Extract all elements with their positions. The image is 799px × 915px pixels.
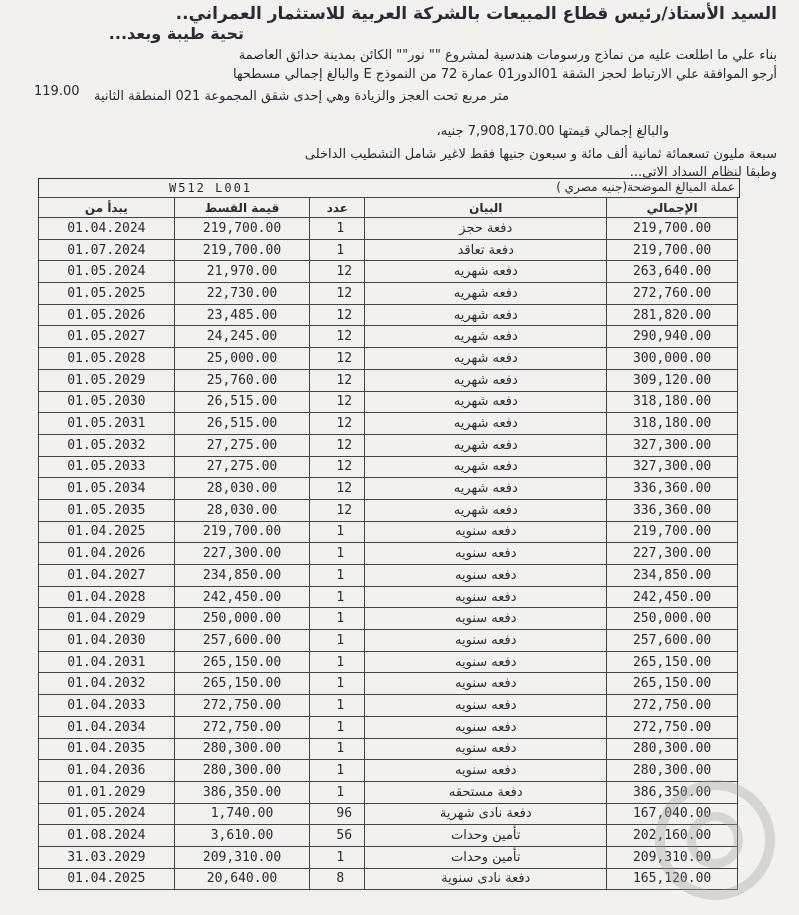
- cell-count: 12: [310, 261, 365, 283]
- cell-date: 01.05.2026: [39, 304, 175, 326]
- cell-total: 263,640.00: [607, 261, 738, 283]
- cell-count: 1: [310, 521, 365, 543]
- circle-logo-inner: [687, 812, 743, 868]
- header-total: الإجمالي: [607, 198, 738, 218]
- request-text: أرجو الموافقة علي الارتباط لحجز الشقة 01الدور01 عمارة 72 من النموذج E والبالغ إجمالي مسطحها: [232, 67, 777, 82]
- cell-date: 01.05.2035: [39, 499, 175, 521]
- table-row: [39, 608, 738, 630]
- cell-count: 1: [310, 543, 365, 565]
- cell-date: 01.05.2027: [39, 326, 175, 348]
- cell-date: 01.04.2032: [39, 673, 175, 695]
- table-row: [39, 868, 738, 890]
- cell-count: 1: [310, 651, 365, 673]
- table-row: [39, 478, 738, 500]
- table-row: [39, 825, 738, 847]
- cell-amount: 26,515.00: [174, 391, 310, 413]
- cell-total: 242,450.00: [607, 586, 738, 608]
- cell-desc: دفعه سنويه: [365, 673, 607, 695]
- cell-total: 386,350.00: [607, 781, 738, 803]
- cell-desc: تأمين وحدات: [365, 846, 607, 868]
- cell-total: 280,300.00: [607, 738, 738, 760]
- cell-date: 01.05.2033: [39, 456, 175, 478]
- cell-amount: 25,760.00: [174, 369, 310, 391]
- cell-date: 01.04.2036: [39, 760, 175, 782]
- cell-total: 219,700.00: [607, 521, 738, 543]
- cell-amount: 21,970.00: [174, 261, 310, 283]
- header-desc: البيان: [365, 198, 607, 218]
- cell-count: 12: [310, 348, 365, 370]
- cell-desc: دفعه سنويه: [365, 716, 607, 738]
- cell-date: 01.04.2034: [39, 716, 175, 738]
- cell-amount: 24,245.00: [174, 326, 310, 348]
- cell-date: 01.04.2028: [39, 586, 175, 608]
- cell-desc: دفعه شهريه: [365, 456, 607, 478]
- cell-amount: 28,030.00: [174, 499, 310, 521]
- cell-count: 12: [310, 478, 365, 500]
- table-row: [39, 283, 738, 305]
- cell-desc: دفعه سنويه: [365, 565, 607, 587]
- table-row: [39, 651, 738, 673]
- cell-amount: 25,000.00: [174, 348, 310, 370]
- table-row: [39, 456, 738, 478]
- cell-count: 1: [310, 608, 365, 630]
- cell-total: 281,820.00: [607, 304, 738, 326]
- payment-intro: وطبقا لنظام السداد الاتي...: [629, 165, 777, 180]
- cell-count: 12: [310, 283, 365, 305]
- circle-logo-icon: [655, 780, 775, 900]
- cell-amount: 3,610.00: [174, 825, 310, 847]
- table-row: [39, 434, 738, 456]
- cell-total: 272,760.00: [607, 283, 738, 305]
- cell-total: 219,700.00: [607, 239, 738, 261]
- table-row: [39, 521, 738, 543]
- salutation: السيد الأستاذ/رئيس قطاع المبيعات بالشركة العربية للاستثمار العمراني..: [175, 4, 777, 24]
- cell-desc: دفعه شهريه: [365, 326, 607, 348]
- cell-count: 12: [310, 369, 365, 391]
- cell-amount: 209,310.00: [174, 846, 310, 868]
- cell-total: 280,300.00: [607, 760, 738, 782]
- cell-count: 1: [310, 760, 365, 782]
- cell-total: 272,750.00: [607, 695, 738, 717]
- cell-amount: 242,450.00: [174, 586, 310, 608]
- cell-desc: دفعه سنويه: [365, 608, 607, 630]
- total-words: سبعة مليون تسعمائة ثمانية ألف مائة و سبعون جنيها فقط لاغير شامل التشطيب الداخلى: [304, 147, 777, 162]
- cell-amount: 20,640.00: [174, 868, 310, 890]
- cell-date: 01.05.2029: [39, 369, 175, 391]
- cell-amount: 280,300.00: [174, 760, 310, 782]
- cell-desc: دفعة نادى شهرية: [365, 803, 607, 825]
- cell-desc: دفعه شهريه: [365, 478, 607, 500]
- cell-amount: 386,350.00: [174, 781, 310, 803]
- cell-date: 01.04.2029: [39, 608, 175, 630]
- cell-count: 1: [310, 781, 365, 803]
- cell-total: 327,300.00: [607, 456, 738, 478]
- table-row: [39, 543, 738, 565]
- cell-amount: 22,730.00: [174, 283, 310, 305]
- cell-total: 227,300.00: [607, 543, 738, 565]
- table-row: [39, 565, 738, 587]
- cell-desc: دفعه شهريه: [365, 413, 607, 435]
- cell-total: 336,360.00: [607, 478, 738, 500]
- cell-count: 1: [310, 846, 365, 868]
- cell-date: 01.05.2030: [39, 391, 175, 413]
- cell-amount: 1,740.00: [174, 803, 310, 825]
- table-row: [39, 716, 738, 738]
- cell-total: 300,000.00: [607, 348, 738, 370]
- cell-date: 01.01.2029: [39, 781, 175, 803]
- cell-total: 202,160.00: [607, 825, 738, 847]
- currency-note: عملة المبالغ الموضحة(جنيه مصري ): [556, 180, 735, 194]
- cell-count: 1: [310, 630, 365, 652]
- cell-date: 01.05.2025: [39, 283, 175, 305]
- cell-count: 1: [310, 218, 365, 240]
- cell-amount: 219,700.00: [174, 239, 310, 261]
- cell-date: 01.04.2026: [39, 543, 175, 565]
- cell-count: 12: [310, 413, 365, 435]
- cell-desc: دفعه سنويه: [365, 695, 607, 717]
- cell-date: 01.05.2031: [39, 413, 175, 435]
- reference-code: W512 L001: [169, 181, 253, 195]
- table-body: [39, 218, 738, 890]
- cell-total: 290,940.00: [607, 326, 738, 348]
- cell-count: 56: [310, 825, 365, 847]
- table-row: [39, 413, 738, 435]
- cell-total: 318,180.00: [607, 413, 738, 435]
- cell-desc: دفعه شهريه: [365, 434, 607, 456]
- cell-total: 318,180.00: [607, 391, 738, 413]
- cell-count: 12: [310, 499, 365, 521]
- cell-amount: 23,485.00: [174, 304, 310, 326]
- cell-date: 01.04.2027: [39, 565, 175, 587]
- table-row: [39, 239, 738, 261]
- cell-date: 01.05.2028: [39, 348, 175, 370]
- cell-count: 1: [310, 586, 365, 608]
- cell-count: 1: [310, 695, 365, 717]
- cell-desc: دفعة حجز: [365, 218, 607, 240]
- area-text: متر مربع تحت العجز والزيادة وهي إحدى شقق المجموعة 021 المنطقة الثانية: [94, 89, 509, 104]
- cell-amount: 227,300.00: [174, 543, 310, 565]
- cell-total: 165,120.00: [607, 868, 738, 890]
- cell-total: 219,700.00: [607, 218, 738, 240]
- cell-date: 01.04.2024: [39, 218, 175, 240]
- table-row: [39, 586, 738, 608]
- cell-amount: 272,750.00: [174, 716, 310, 738]
- cell-desc: دفعه شهريه: [365, 304, 607, 326]
- cell-desc: دفعة تعاقد: [365, 239, 607, 261]
- cell-count: 1: [310, 239, 365, 261]
- cell-date: 01.05.2034: [39, 478, 175, 500]
- table-row: [39, 369, 738, 391]
- reference-box: [38, 178, 740, 198]
- cell-total: 167,040.00: [607, 803, 738, 825]
- header-amount: قيمة القسط: [174, 198, 310, 218]
- cell-amount: 272,750.00: [174, 695, 310, 717]
- cell-desc: دفعه شهريه: [365, 391, 607, 413]
- table-row: [39, 695, 738, 717]
- header-count: عدد: [310, 198, 365, 218]
- cell-amount: 27,275.00: [174, 434, 310, 456]
- cell-total: 234,850.00: [607, 565, 738, 587]
- area-value: 119.00: [34, 84, 80, 99]
- header-date: يبدأ من: [39, 198, 175, 218]
- table-row: [39, 781, 738, 803]
- cell-desc: دفعه سنويه: [365, 738, 607, 760]
- cell-date: 01.04.2031: [39, 651, 175, 673]
- table-row: [39, 261, 738, 283]
- table-row: [39, 218, 738, 240]
- cell-amount: 265,150.00: [174, 651, 310, 673]
- cell-amount: 265,150.00: [174, 673, 310, 695]
- cell-count: 1: [310, 738, 365, 760]
- cell-amount: 234,850.00: [174, 565, 310, 587]
- cell-desc: دفعه شهريه: [365, 369, 607, 391]
- cell-desc: دفعه سنويه: [365, 521, 607, 543]
- cell-amount: 27,275.00: [174, 456, 310, 478]
- cell-total: 265,150.00: [607, 673, 738, 695]
- cell-desc: دفعه شهريه: [365, 261, 607, 283]
- cell-desc: دفعه شهريه: [365, 348, 607, 370]
- cell-total: 272,750.00: [607, 716, 738, 738]
- cell-desc: دفعه شهريه: [365, 283, 607, 305]
- cell-total: 309,120.00: [607, 369, 738, 391]
- payment-schedule-table: [38, 197, 738, 890]
- cell-date: 31.03.2029: [39, 846, 175, 868]
- cell-count: 12: [310, 326, 365, 348]
- cell-total: 250,000.00: [607, 608, 738, 630]
- cell-count: 1: [310, 716, 365, 738]
- cell-desc: دفعة مستحقه: [365, 781, 607, 803]
- cell-date: 01.05.2032: [39, 434, 175, 456]
- table-row: [39, 326, 738, 348]
- cell-total: 209,310.00: [607, 846, 738, 868]
- table-header-row: [39, 198, 738, 218]
- cell-date: 01.04.2035: [39, 738, 175, 760]
- cell-date: 01.04.2030: [39, 630, 175, 652]
- cell-count: 96: [310, 803, 365, 825]
- cell-amount: 219,700.00: [174, 218, 310, 240]
- cell-amount: 28,030.00: [174, 478, 310, 500]
- cell-amount: 280,300.00: [174, 738, 310, 760]
- cell-desc: دفعه سنويه: [365, 760, 607, 782]
- cell-date: 01.04.2033: [39, 695, 175, 717]
- cell-date: 01.08.2024: [39, 825, 175, 847]
- cell-total: 327,300.00: [607, 434, 738, 456]
- cell-date: 01.04.2025: [39, 521, 175, 543]
- cell-total: 336,360.00: [607, 499, 738, 521]
- cell-amount: 257,600.00: [174, 630, 310, 652]
- cell-count: 12: [310, 391, 365, 413]
- cell-count: 1: [310, 673, 365, 695]
- cell-count: 12: [310, 456, 365, 478]
- table-row: [39, 760, 738, 782]
- total-line: والبالغ إجمالي قيمتها 7,908,170.00 جنيه،: [436, 124, 669, 139]
- table-row: [39, 348, 738, 370]
- cell-date: 01.07.2024: [39, 239, 175, 261]
- cell-count: 8: [310, 868, 365, 890]
- cell-date: 01.04.2025: [39, 868, 175, 890]
- cell-count: 12: [310, 434, 365, 456]
- cell-desc: دفعه سنويه: [365, 651, 607, 673]
- cell-desc: دفعة نادى سنوية: [365, 868, 607, 890]
- cell-amount: 250,000.00: [174, 608, 310, 630]
- table-row: [39, 391, 738, 413]
- greeting: تحية طيبة وبعد...: [108, 24, 244, 43]
- cell-desc: دفعه شهريه: [365, 499, 607, 521]
- table-row: [39, 803, 738, 825]
- table-row: [39, 673, 738, 695]
- cell-date: 01.05.2024: [39, 803, 175, 825]
- cell-total: 265,150.00: [607, 651, 738, 673]
- table-row: [39, 738, 738, 760]
- cell-count: 1: [310, 565, 365, 587]
- cell-amount: 26,515.00: [174, 413, 310, 435]
- cell-desc: دفعه سنويه: [365, 630, 607, 652]
- table-row: [39, 630, 738, 652]
- table-row: [39, 499, 738, 521]
- cell-date: 01.05.2024: [39, 261, 175, 283]
- table-row: [39, 846, 738, 868]
- cell-amount: 219,700.00: [174, 521, 310, 543]
- intro-text: بناء علي ما اطلعت عليه من نماذج ورسومات هندسية لمشروع "" نور"" الكائن بمدينة حدائق العاصمة: [238, 48, 777, 63]
- cell-desc: تأمين وحدات: [365, 825, 607, 847]
- table-row: [39, 304, 738, 326]
- cell-total: 257,600.00: [607, 630, 738, 652]
- cell-desc: دفعه سنويه: [365, 543, 607, 565]
- cell-count: 12: [310, 304, 365, 326]
- cell-desc: دفعه سنويه: [365, 586, 607, 608]
